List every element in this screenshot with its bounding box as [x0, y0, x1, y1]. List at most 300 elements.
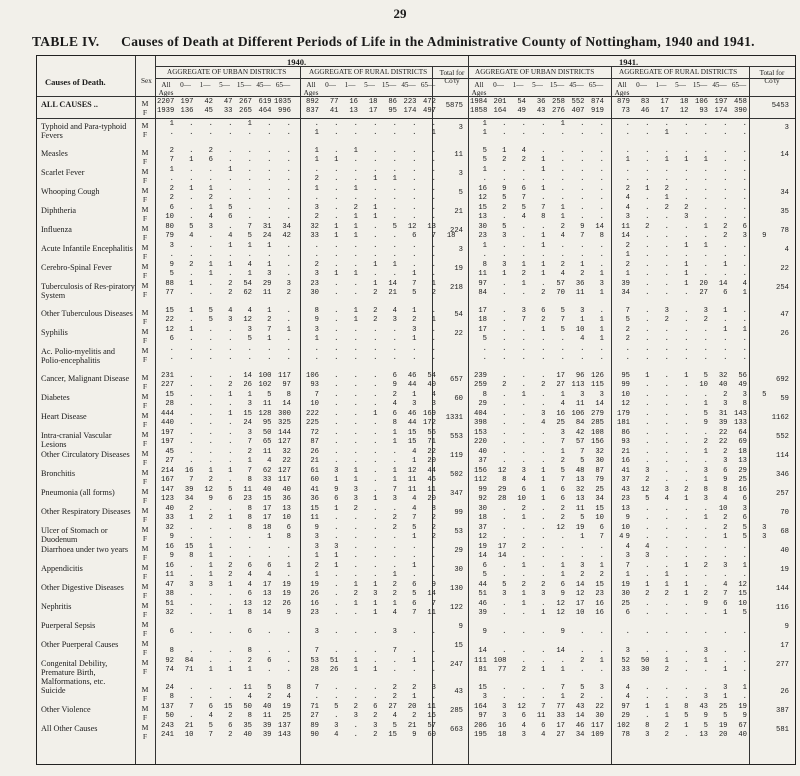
table-cell: .: [228, 419, 233, 427]
table-cell: 3: [723, 562, 728, 570]
table-cell: .: [286, 156, 291, 164]
sex-label: M: [141, 99, 149, 108]
table-cell: .: [703, 120, 708, 128]
sex-label: F: [142, 572, 148, 581]
table-cell: 4: [625, 684, 630, 692]
table-cell: .: [189, 609, 194, 617]
table-cell: 20: [427, 495, 436, 503]
table-cell: .: [703, 524, 708, 532]
table-cell: 3: [431, 400, 436, 408]
table-cell: .: [645, 270, 650, 278]
table-cell: .: [228, 524, 233, 532]
table-cell: .: [684, 194, 689, 202]
table-cell: 1: [599, 270, 604, 278]
sex-label: F: [142, 252, 148, 261]
table-cell: 6: [521, 486, 526, 494]
table-cell: 8: [189, 552, 194, 560]
table-cell: .: [541, 354, 546, 362]
table-cell: 1: [645, 581, 650, 589]
table-cell: .: [645, 419, 650, 427]
table-cell: 1: [664, 129, 669, 137]
table-cell: 2: [664, 185, 669, 193]
table-cell: 2: [392, 524, 397, 532]
age-header: 45—: [401, 81, 416, 89]
table-cell: .: [412, 156, 417, 164]
table-cell: 22: [427, 448, 436, 456]
total-1940-cell: 5: [458, 189, 463, 197]
table-cell: 40: [427, 381, 436, 389]
table-cell: .: [392, 448, 397, 456]
table-cell: 44: [407, 381, 417, 389]
cause-label: Puerperal Sepsis: [41, 621, 96, 630]
table-cell: .: [580, 120, 585, 128]
sex-label: M: [141, 281, 149, 290]
table-cell: .: [645, 448, 650, 456]
table-cell: 7: [560, 438, 565, 446]
sex-label: M: [141, 430, 149, 439]
table-cell: 37: [478, 457, 487, 465]
age-header: 0—: [325, 81, 336, 89]
table-cell: 7: [412, 609, 417, 617]
table-cell: 3: [521, 731, 526, 739]
table-cell: .: [286, 647, 291, 655]
table-cell: 13: [282, 505, 291, 513]
table-cell: .: [625, 175, 630, 183]
table-cell: .: [334, 354, 339, 362]
table-cell: .: [247, 166, 252, 174]
table-cell: 5: [392, 223, 397, 231]
table-cell: .: [286, 147, 291, 155]
sex-label: M: [141, 167, 149, 176]
total-1940-cell: 663: [450, 726, 463, 734]
table-cell: .: [645, 562, 650, 570]
table-cell: 6: [541, 307, 546, 315]
table-cell: 8: [247, 712, 252, 720]
table-cell: 15: [478, 684, 487, 692]
table-cell: 1: [703, 514, 708, 522]
table-cell: 12: [738, 581, 747, 589]
table-cell: 1: [723, 609, 728, 617]
table-cell: .: [723, 156, 728, 164]
table-cell: 2: [521, 270, 526, 278]
table-cell: 3: [723, 684, 728, 692]
table-cell: .: [412, 166, 417, 174]
table-cell: .: [684, 543, 689, 551]
table-cell: 50: [165, 712, 174, 720]
table-cell: 13: [262, 590, 272, 598]
table-cell: 1: [208, 562, 213, 570]
table-cell: 136: [180, 107, 194, 115]
table-cell: .: [373, 684, 378, 692]
table-cell: 23: [595, 590, 604, 598]
table-cell: 34: [621, 289, 630, 297]
table-cell: 97: [478, 280, 487, 288]
table-cell: .: [541, 543, 546, 551]
table-cell: .: [645, 213, 650, 221]
table-cell: 1: [703, 448, 708, 456]
table-cell: .: [645, 609, 650, 617]
table-cell: 5: [412, 524, 417, 532]
table-cell: 1: [684, 581, 689, 589]
sex-label: M: [141, 582, 149, 591]
table-cell: .: [580, 251, 585, 259]
table-cell: .: [392, 326, 397, 334]
table-cell: .: [645, 204, 650, 212]
table-cell: .: [189, 693, 194, 701]
table-cell: 1: [392, 261, 397, 269]
table-cell: .: [189, 242, 194, 250]
table-cell: .: [502, 693, 507, 701]
table-cell: 2: [373, 289, 378, 297]
table-cell: 2: [664, 722, 669, 730]
table-cell: 30: [478, 223, 487, 231]
table-cell: 137: [161, 703, 174, 711]
table-cell: 9: [482, 628, 487, 636]
table-cell: 97: [621, 703, 630, 711]
table-cell: .: [580, 175, 585, 183]
table-cell: 33: [165, 514, 174, 522]
table-cell: .: [502, 400, 507, 408]
table-cell: 3: [742, 391, 747, 399]
table-cell: 7: [247, 223, 252, 231]
table-cell: 23: [310, 609, 319, 617]
table-cell: 25: [718, 703, 728, 711]
table-cell: .: [412, 204, 417, 212]
table-cell: .: [723, 270, 728, 278]
table-cell: 2: [521, 505, 526, 513]
table-cell: 2: [645, 223, 650, 231]
table-cell: .: [502, 175, 507, 183]
table-cell: 6: [208, 156, 213, 164]
table-cell: .: [502, 242, 507, 250]
table-cell: .: [314, 120, 319, 128]
table-cell: 25: [595, 486, 604, 494]
sex-label: M: [141, 525, 149, 534]
table-cell: .: [208, 600, 213, 608]
table-cell: 10: [621, 391, 630, 399]
table-cell: .: [267, 185, 272, 193]
table-cell: 7: [625, 307, 630, 315]
table-cell: .: [502, 345, 507, 353]
table-cell: .: [599, 147, 604, 155]
table-cell: 34: [184, 495, 194, 503]
table-cell: 18: [368, 98, 378, 106]
table-cell: 2: [373, 307, 378, 315]
table-cell: 156: [591, 438, 604, 446]
cause-label: All Other Causes: [41, 724, 98, 733]
table-cell: .: [580, 156, 585, 164]
table-cell: 29: [262, 280, 272, 288]
table-cell: 1: [684, 270, 689, 278]
table-cell: 1: [742, 562, 747, 570]
table-cell: 1: [541, 467, 546, 475]
table-cell: .: [373, 166, 378, 174]
table-cell: .: [684, 514, 689, 522]
table-cell: .: [723, 175, 728, 183]
table-cell: 4: [625, 194, 630, 202]
table-cell: .: [502, 120, 507, 128]
total-1940-cell: 285: [450, 707, 463, 715]
year-1941: 1941.: [619, 57, 639, 67]
table-cell: 11: [575, 505, 585, 513]
table-cell: .: [208, 129, 213, 137]
table-cell: 47: [223, 98, 233, 106]
table-cell: .: [353, 345, 358, 353]
table-cell: 1: [373, 666, 378, 674]
table-cell: 1: [541, 495, 546, 503]
table-cell: 36: [282, 495, 291, 503]
table-cell: .: [645, 280, 650, 288]
table-cell: .: [645, 391, 650, 399]
table-cell: .: [334, 590, 339, 598]
table-cell: .: [373, 457, 378, 465]
table-cell: 40: [262, 703, 272, 711]
table-cell: .: [664, 693, 669, 701]
table-cell: 1: [228, 581, 233, 589]
table-cell: 7: [314, 647, 319, 655]
table-cell: 5: [703, 372, 708, 380]
table-cell: 1: [684, 242, 689, 250]
table-cell: 1: [208, 467, 213, 475]
table-cell: .: [334, 712, 339, 720]
sex-label: F: [142, 130, 148, 139]
table-cell: 14: [497, 552, 507, 560]
table-cell: 3: [208, 581, 213, 589]
table-cell: 3: [580, 562, 585, 570]
table-cell: .: [353, 335, 358, 343]
table-cell: .: [703, 213, 708, 221]
table-cell: 14: [282, 400, 291, 408]
table-cell: 7: [412, 514, 417, 522]
table-cell: .: [703, 261, 708, 269]
table-cell: 1: [664, 581, 669, 589]
table-cell: 3: [189, 581, 194, 589]
table-cell: .: [334, 120, 339, 128]
total-1941-cell: 387: [776, 707, 789, 715]
table-cell: 2: [314, 213, 319, 221]
table-cell: .: [560, 147, 565, 155]
table-cell: .: [521, 533, 526, 541]
table-cell: 23: [478, 232, 487, 240]
table-cell: .: [228, 147, 233, 155]
table-cell: .: [431, 335, 436, 343]
table-cell: 84: [575, 419, 585, 427]
table-cell: 1: [314, 185, 319, 193]
table-cell: .: [431, 120, 436, 128]
cause-label: Other Tuberculous Diseases: [41, 309, 133, 318]
table-cell: .: [703, 571, 708, 579]
table-cell: 3: [353, 712, 358, 720]
table-cell: .: [625, 166, 630, 174]
table-cell: .: [228, 448, 233, 456]
table-cell: 2: [353, 505, 358, 513]
sex-label: M: [141, 121, 149, 130]
table-cell: .: [267, 175, 272, 183]
table-cell: .: [189, 457, 194, 465]
table-cell: .: [502, 316, 507, 324]
table-cell: 2: [208, 514, 213, 522]
table-cell: 6: [286, 524, 291, 532]
table-cell: 4: [247, 261, 252, 269]
table-cell: 2: [353, 703, 358, 711]
table-cell: 7: [541, 204, 546, 212]
table-cell: .: [742, 657, 747, 665]
table-cell: 30: [621, 590, 630, 598]
table-cell: 30: [595, 712, 604, 720]
table-cell: 106: [571, 410, 585, 418]
table-cell: 3: [314, 326, 319, 334]
table-cell: 29: [621, 712, 630, 720]
table-cell: 123: [161, 495, 174, 503]
mortality-table: [36, 55, 796, 765]
table-cell: .: [502, 372, 507, 380]
table-cell: 2207: [157, 98, 175, 106]
cause-label: Whooping Cough: [41, 187, 100, 196]
table-cell: 93: [310, 381, 319, 389]
table-cell: 19: [718, 722, 728, 730]
table-cell: .: [645, 251, 650, 259]
cause-label: Influenza: [41, 225, 72, 234]
table-cell: .: [431, 326, 436, 334]
table-cell: 1: [169, 166, 174, 174]
table-cell: 15: [595, 581, 604, 589]
table-cell: .: [334, 400, 339, 408]
table-cell: .: [742, 166, 747, 174]
table-cell: 6: [169, 628, 174, 636]
table-cell: .: [684, 400, 689, 408]
table-cell: .: [334, 448, 339, 456]
table-cell: 7: [560, 476, 565, 484]
table-cell: .: [521, 657, 526, 665]
table-cell: .: [664, 251, 669, 259]
table-cell: 2: [723, 223, 728, 231]
table-cell: 4: [286, 693, 291, 701]
cause-label: ALL CAUSES ..: [41, 100, 98, 109]
table-cell: 1: [541, 666, 546, 674]
table-cell: .: [228, 251, 233, 259]
table-cell: 13: [478, 213, 487, 221]
table-cell: .: [353, 722, 358, 730]
table-cell: 225: [306, 419, 319, 427]
table-cell: .: [684, 552, 689, 560]
table-cell: 10: [595, 514, 604, 522]
table-cell: .: [723, 129, 728, 137]
cause-label: Measles: [41, 149, 68, 158]
table-cell: .: [169, 345, 174, 353]
table-cell: 5: [267, 684, 272, 692]
table-cell: .: [189, 684, 194, 692]
year-1940: 1940.: [287, 57, 307, 67]
table-cell: .: [645, 600, 650, 608]
total-1941-cell: 114: [776, 452, 789, 460]
table-cell: 30: [595, 457, 604, 465]
total-1941-cell: 692: [776, 376, 789, 384]
table-cell: 15: [407, 429, 417, 437]
table-cell: 24: [262, 232, 272, 240]
table-cell: .: [502, 600, 507, 608]
table-cell: 83: [640, 98, 650, 106]
table-cell: .: [373, 476, 378, 484]
total-1941-header: Total for Co'ty: [759, 69, 785, 85]
table-cell: .: [334, 684, 339, 692]
table-cell: .: [373, 251, 378, 259]
table-cell: .: [208, 251, 213, 259]
table-cell: .: [286, 628, 291, 636]
table-cell: 62: [262, 467, 272, 475]
table-cell: 93: [699, 107, 708, 115]
table-cell: .: [645, 261, 650, 269]
table-cell: .: [560, 166, 565, 174]
table-cell: 29: [738, 467, 747, 475]
table-cell: .: [286, 354, 291, 362]
table-cell: 15: [243, 410, 252, 418]
table-cell: 32: [595, 448, 604, 456]
table-cell: .: [742, 156, 747, 164]
table-cell: .: [228, 120, 233, 128]
table-cell: .: [664, 280, 669, 288]
total-1940-cell: 21: [454, 208, 463, 216]
table-cell: .: [703, 129, 708, 137]
sex-label: F: [142, 732, 148, 741]
table-cell: 1: [189, 280, 194, 288]
table-cell: .: [267, 156, 272, 164]
table-cell: 70: [556, 289, 565, 297]
table-cell: .: [723, 657, 728, 665]
table-cell: 40: [738, 731, 747, 739]
table-cell: 3: [502, 232, 507, 240]
table-cell: 22: [718, 438, 728, 446]
total-1941-cell: 552: [776, 433, 789, 441]
table-cell: 1: [286, 562, 291, 570]
table-cell: .: [599, 354, 604, 362]
table-cell: .: [664, 448, 669, 456]
table-cell: 13: [699, 731, 708, 739]
table-cell: 2: [286, 289, 291, 297]
table-cell: .: [625, 345, 630, 353]
table-cell: 8: [247, 647, 252, 655]
table-cell: .: [412, 345, 417, 353]
table-cell: 128: [258, 410, 272, 418]
table-cell: 1: [373, 213, 378, 221]
table-cell: 27: [165, 457, 174, 465]
sex-label: M: [141, 308, 149, 317]
table-cell: 1: [267, 261, 272, 269]
total-1940-cell: 218: [450, 284, 463, 292]
table-cell: 17: [660, 107, 669, 115]
table-cell: 14: [718, 280, 728, 288]
table-cell: .: [392, 129, 397, 137]
table-cell: .: [599, 552, 604, 560]
table-cell: .: [703, 666, 708, 674]
age-header: All Ages: [158, 81, 174, 97]
table-cell: 8: [247, 505, 252, 513]
table-cell: .: [208, 391, 213, 399]
table-cell: .: [247, 204, 252, 212]
table-cell: 3: [521, 467, 526, 475]
table-cell: 1: [334, 505, 339, 513]
table-cell: 16: [595, 609, 604, 617]
table-cell: 5: [684, 712, 689, 720]
table-cell: 42: [575, 429, 585, 437]
table-cell: .: [580, 628, 585, 636]
table-cell: 84: [184, 657, 194, 665]
table-cell: .: [373, 242, 378, 250]
table-cell: 13: [621, 505, 630, 513]
table-cell: 1: [189, 185, 194, 193]
table-cell: 80: [165, 223, 174, 231]
table-cell: 1: [482, 120, 487, 128]
table-cell: .: [353, 533, 358, 541]
